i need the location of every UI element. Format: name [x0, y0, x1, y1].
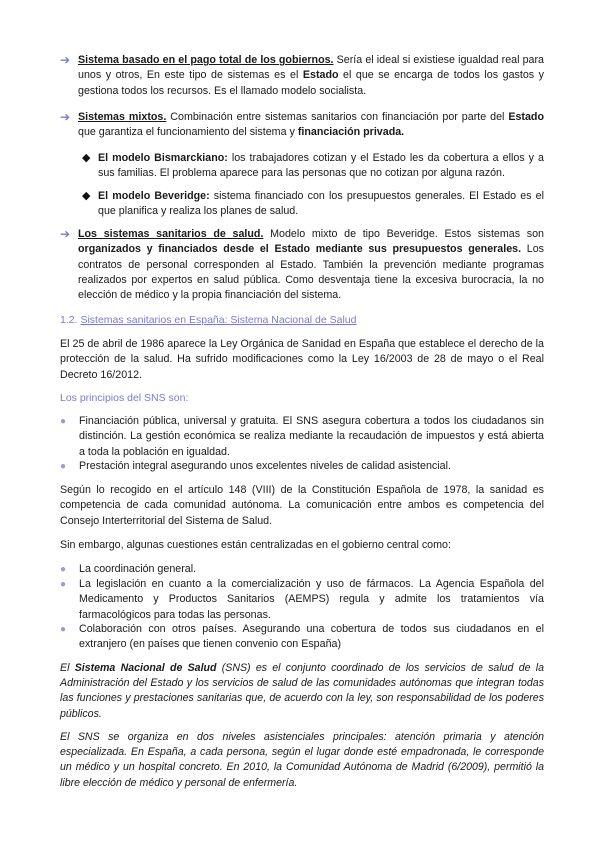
paragraph-ley-organica: El 25 de abril de 1986 aparece la Ley Orgánica de Sanidad en España que establece el derecho de la protección de la salud. Ha sufrido modificaciones como la Ley 16/2003 de 28 de mayo o el Real Decreto 16/2012. — [60, 338, 544, 381]
bullet-dot-icon: ● — [60, 461, 67, 472]
bullet-dot-icon: ● — [60, 564, 67, 575]
diamond-item-bismarck — [82, 151, 544, 182]
arrow-item-health-systems — [60, 227, 544, 303]
item-lead: Sistemas mixtos. — [78, 111, 167, 123]
arrow-item-mixed-systems — [60, 110, 544, 141]
arrow-item-public-system — [60, 53, 544, 99]
arrow-right-icon: ➔ — [60, 53, 71, 67]
diamond-item-beveridge — [82, 189, 544, 220]
diamond-bullet-icon: ◆ — [82, 152, 91, 164]
diamond-bullet-icon: ◆ — [82, 190, 91, 202]
paragraph-sns-organization: El SNS se organiza en dos niveles asistenciales principales: atención primaria y atención especializada. En España, a cada persona, según el lugar donde esté empadronada, le corresponde un médico y un hospital concreto. En 2010, la Comunidad Autónoma de Madrid (6/2009), permitió la libre elección de médico y personal de enfermería. — [60, 731, 544, 789]
arrow-right-icon: ➔ — [60, 110, 71, 124]
arrow-item-text: Sistemas mixtos. Combinación entre sistemas sanitarios con financiación por parte del Estado que garantiza el funcionamiento del sistema y financiación privada. — [78, 111, 544, 139]
item-lead: Los sistemas sanitarios de salud. — [78, 228, 264, 240]
list-item: ● La legislación en cuanto a la comercialización y uso de fármacos. La Agencia Española del Medicamento y Productos Sanitarios (AEMPS) regula y admite los tratamientos vía farmacológicos para todas las personas. — [60, 578, 544, 621]
paragraph-sns-definition: El Sistema Nacional de Salud (SNS) es el conjunto coordinado de los servicios de salud de la Administración del Estado y los servicios de salud de las comunidades autónomas que integran todas las funciones y prestaciones sanitarias que, de acuerdo con la ley, son responsabilidad de los poderes públicos. — [60, 662, 544, 720]
section-number: 1.2. — [60, 314, 78, 326]
paragraph-constitucion: Según lo recogido en el artículo 148 (VIII) de la Constitución Española de 1978, la sanidad es competencia de cada comunidad autónoma. La comunicación entre ambos es competencia del Consejo Interterritorial del Sistema de Salud. — [60, 484, 544, 527]
arrow-right-icon: ➔ — [60, 227, 71, 241]
bullet-dot-icon: ● — [60, 579, 67, 590]
principles-heading: Los principios del SNS son: — [60, 392, 189, 404]
arrow-item-text: Sistema basado en el pago total de los gobiernos. Sería el ideal si existiese igualdad real para unos y otros, En este tipo de sistemas es el Estado el que se encarga de todos los gastos y gestiona todos los recursos. Es el llamado modelo socialista. — [78, 54, 545, 97]
paragraph-centralizadas: Sin embargo, algunas cuestiones están centralizadas en el gobierno central como: — [60, 539, 451, 551]
list-item: ● La coordinación general. — [60, 563, 197, 575]
list-item: ● Prestación integral asegurando unos excelentes niveles de calidad asistencial. — [60, 460, 451, 472]
list-item: ● Financiación pública, universal y gratuita. El SNS asegura cobertura a todos los ciudadanos sin distinción. La gestión económica se realiza mediante la recaudación de impuestos y está abierta a toda la población en igualdad. — [60, 415, 544, 458]
section-heading — [60, 313, 357, 327]
diamond-item-text: El modelo Bismarckiano: los trabajadores cotizan y el Estado les da cobertura a ellos y a sus familias. El problema aparece para las personas que no cotizan por alguna razón. — [98, 152, 544, 180]
bullet-dot-icon: ● — [60, 416, 67, 427]
bullet-dot-icon: ● — [60, 624, 67, 635]
item-lead: Sistema basado en el pago total de los gobiernos. — [78, 54, 334, 66]
section-title-link[interactable]: Sistemas sanitarios en España: Sistema Nacional de Salud — [80, 314, 357, 326]
diamond-item-text: El modelo Beveridge: sistema financiado con los presupuestos generales. El Estado es el que planifica y realiza los planes de salud. — [98, 190, 545, 218]
arrow-item-text: Los sistemas sanitarios de salud. Modelo mixto de tipo Beveridge. Estos sistemas son organizados y financiados desde el Estado mediante sus presupuestos generales. Los contratos de personal corresponden al Estado. También la prevención mediante programas realizados por expertos en salud pública. Como desventaja tiene la excesiva burocracia, la no elección de médico y la propia financiación del sistema. — [78, 228, 545, 302]
list-item: ● Colaboración con otros países. Asegurando una cobertura de todos sus ciudadanos en el extranjero (en países que tienen convenio con España) — [60, 623, 544, 651]
